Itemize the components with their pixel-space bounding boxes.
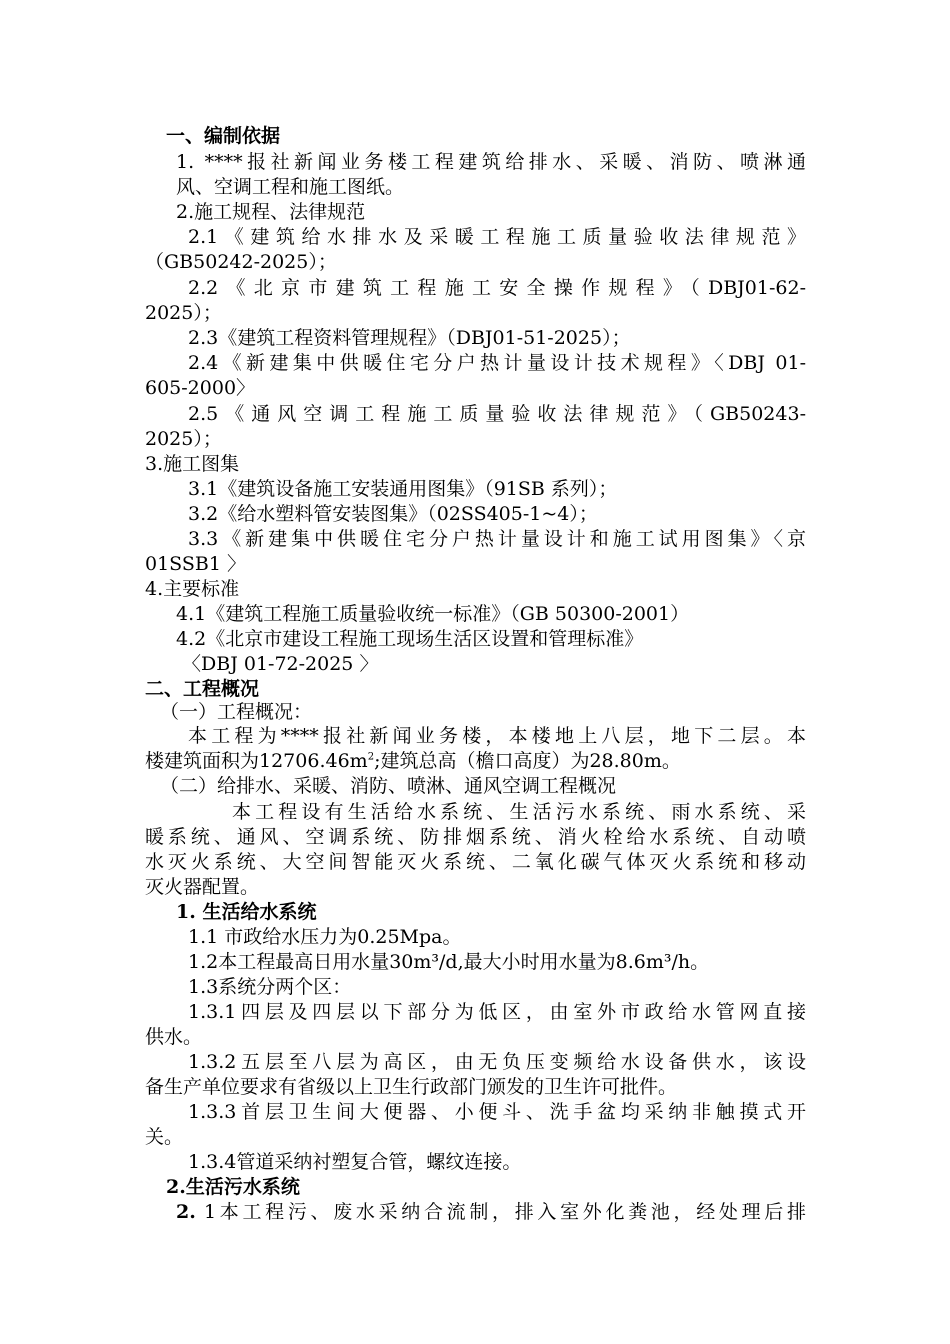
subheading-overview: （一）工程概况： bbox=[160, 701, 313, 723]
item-number: 2. bbox=[176, 1201, 196, 1223]
item-2-1 bbox=[176, 1200, 806, 1224]
item-1-2: 1.2本工程最高日用水量30m³/d,最大小时用水量为8.6m³/h。 bbox=[188, 951, 710, 973]
standard-item-2-1: 2.1《建筑给水排水及采暖工程施工质量验收法律规范》 bbox=[188, 226, 806, 248]
standard-item-2-2-code: 2025）； bbox=[145, 302, 222, 324]
item-1-3-1: 1.3.1四层及四层以下部分为低区，由室外市政给水管网直接 bbox=[188, 1001, 806, 1023]
atlas-item-3-2: 3.2《给水塑料管安装图集》（02SS405-1~4）； bbox=[188, 503, 598, 525]
subheading-4: 4.主要标准 bbox=[145, 578, 240, 600]
item-1-3-3: 1.3.3首层卫生间大便器、小便斗、洗手盆均采纳非触摸式开 bbox=[188, 1101, 806, 1123]
paragraph-line: 1. ****报社新闻业务楼工程建筑给排水、采暖、消防、喷淋通 bbox=[176, 151, 806, 173]
standard-item-2-5-code: 2025）； bbox=[145, 428, 222, 450]
paragraph-line: 本工程设有生活给水系统、生活污水系统、雨水系统、采 bbox=[232, 801, 806, 823]
atlas-item-3-3-code: 01SSB1 〉 bbox=[145, 553, 246, 575]
area-text: 楼建筑面积为12706.46m bbox=[145, 750, 368, 772]
standard-item-4-1: 4.1《建筑工程施工质量验收统一标准》（GB 50300-2001） bbox=[176, 603, 690, 625]
item-1-3-2: 1.3.2五层至八层为高区，由无负压变频给水设备供水，该设 bbox=[188, 1051, 806, 1073]
paragraph-line: 水灭火系统、大空间智能灭火系统、二氧化碳气体灭火系统和移动 bbox=[145, 851, 806, 873]
paragraph-line: 供水。 bbox=[145, 1026, 203, 1048]
standard-item-2-1-code: （GB50242-2025）； bbox=[145, 251, 337, 273]
item-1-1: 1.1 市政给水压力为0.25Mpa。 bbox=[188, 926, 462, 948]
paragraph-line: 本工程为****报社新闻业务楼，本楼地上八层，地下二层。本 bbox=[188, 725, 806, 747]
subheading-sewage: 2.生活污水系统 bbox=[166, 1176, 300, 1198]
subheading-2: 2.施工规程、法律规范 bbox=[176, 201, 366, 223]
section-heading-2: 二、工程概况 bbox=[145, 678, 260, 700]
subheading-water-supply: 1. 生活给水系统 bbox=[176, 901, 317, 923]
paragraph-line: 风、空调工程和施工图纸。 bbox=[176, 176, 405, 198]
paragraph-line: 关。 bbox=[145, 1126, 184, 1148]
item-1-3-4: 1.3.4管道采纳衬塑复合管，螺纹连接。 bbox=[188, 1151, 522, 1173]
subheading-systems: （二）给排水、采暖、消防、喷淋、通风空调工程概况 bbox=[160, 775, 617, 797]
height-text: ;建筑总高（檐口高度）为28.80m。 bbox=[374, 750, 681, 772]
item-text: 1本工程污、废水采纳合流制，排入室外化粪池，经处理后排 bbox=[204, 1201, 806, 1223]
subheading-3: 3.施工图集 bbox=[145, 453, 240, 475]
standard-item-4-2: 4.2《北京市建设工程施工现场生活区设置和管理标准》 bbox=[176, 628, 644, 650]
standard-item-2-5: 2.5《通风空调工程施工质量验收法律规范》（GB50243- bbox=[188, 403, 806, 425]
item-1-3: 1.3系统分两个区： bbox=[188, 976, 352, 998]
standard-item-2-4-code: 605-2000〉 bbox=[145, 377, 256, 399]
atlas-item-3-3: 3.3《新建集中供暖住宅分户热计量设计和施工试用图集》〈京 bbox=[188, 528, 806, 550]
standard-item-2-3: 2.3《建筑工程资料管理规程》（DBJ01-51-2025）； bbox=[188, 327, 631, 349]
atlas-item-3-1: 3.1《建筑设备施工安装通用图集》（91SB 系列）； bbox=[188, 478, 618, 500]
paragraph-line: 灭火器配置。 bbox=[145, 876, 260, 898]
paragraph-line bbox=[145, 749, 681, 773]
standard-item-2-2: 2.2《北京市建筑工程施工安全操作规程》（DBJ01-62- bbox=[188, 277, 806, 299]
standard-item-2-4: 2.4《新建集中供暖住宅分户热计量设计技术规程》〈DBJ 01- bbox=[188, 352, 806, 374]
standard-item-4-2-code: 〈DBJ 01-72-2025 〉 bbox=[182, 653, 379, 675]
paragraph-line: 暖系统、通风、空调系统、防排烟系统、消火栓给水系统、自动喷 bbox=[145, 826, 806, 848]
superscript-2: 2 bbox=[367, 751, 375, 763]
section-heading-1: 一、编制依据 bbox=[166, 125, 281, 147]
paragraph-line: 备生产单位要求有省级以上卫生行政部门颁发的卫生许可批件。 bbox=[145, 1076, 678, 1098]
